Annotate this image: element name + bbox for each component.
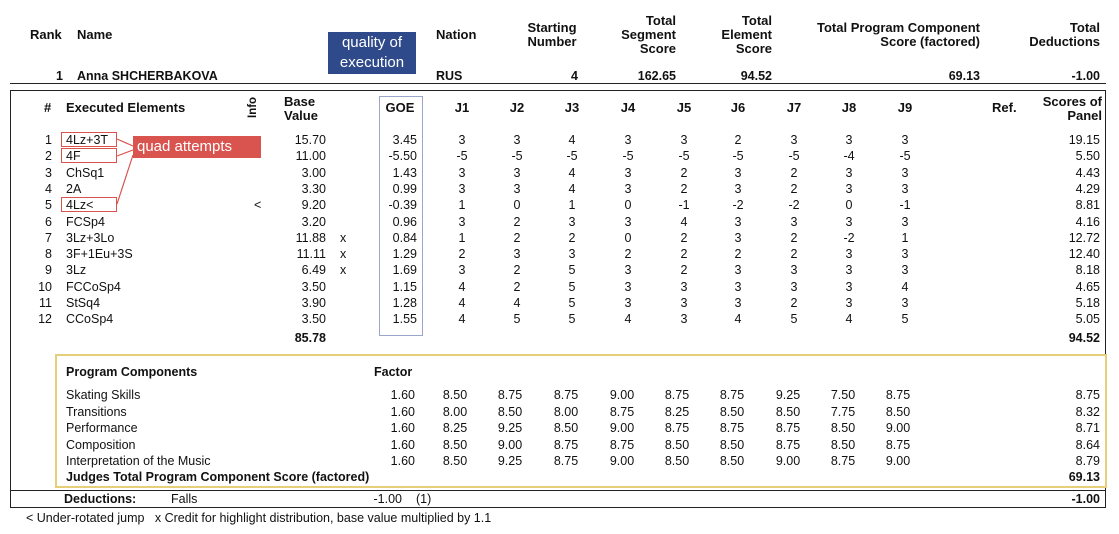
element-judge-9: 3 — [901, 133, 909, 147]
element-judge-9: 5 — [901, 312, 909, 327]
element-judge-6: 3 — [734, 279, 742, 294]
element-judge-2: 2 — [513, 214, 521, 229]
element-base-value: 3.30 — [301, 181, 326, 196]
element-judge-1: 4 — [458, 279, 466, 294]
pcs-judge-2: 9.25 — [497, 454, 523, 468]
element-judge-6: 3 — [734, 181, 742, 196]
element-judge-3: 5 — [568, 263, 576, 278]
header-total-deductions: Total Deductions — [1029, 20, 1100, 49]
element-num: 4 — [45, 181, 52, 196]
element-base-value: 3.20 — [301, 214, 326, 229]
element-num: 11 — [39, 296, 52, 310]
element-judge-7: 2 — [790, 230, 798, 245]
element-x-credit: x — [340, 230, 347, 245]
pcs-judge-1: 8.50 — [442, 388, 468, 402]
element-judge-6: 3 — [734, 165, 742, 180]
element-goe: -0.39 — [388, 198, 417, 213]
pcs-judge-3: 8.00 — [553, 404, 579, 419]
element-judge-5: 2 — [680, 181, 688, 196]
pcs-total: 69.13 — [1068, 470, 1100, 484]
element-judge-7: 3 — [790, 263, 798, 278]
pcs-judge-9: 8.50 — [885, 404, 911, 419]
element-judge-8: 3 — [845, 181, 853, 196]
element-judge-9: 4 — [901, 279, 909, 294]
element-judge-9: 3 — [901, 165, 909, 180]
element-judge-6: 2 — [734, 133, 742, 147]
element-judge-5: 3 — [680, 279, 688, 294]
element-num: 1 — [45, 133, 52, 147]
element-num: 8 — [45, 247, 52, 262]
element-panel-score: 12.72 — [1068, 230, 1100, 245]
element-base-value: 11.11 — [296, 247, 326, 262]
pcs-judge-8: 8.50 — [830, 421, 856, 435]
element-judge-2: 2 — [513, 230, 521, 245]
element-judge-2: 0 — [513, 198, 521, 213]
pcs-judge-1: 8.00 — [442, 404, 468, 419]
pcs-judge-7: 9.00 — [775, 454, 801, 468]
element-judge-4: 3 — [624, 279, 632, 294]
element-goe: 1.15 — [392, 279, 417, 294]
element-panel-score: 4.43 — [1075, 165, 1100, 180]
element-goe: -5.50 — [388, 149, 417, 164]
element-x-credit: x — [340, 247, 347, 262]
element-judge-2: 3 — [513, 247, 521, 262]
deductions-label: Deductions: — [64, 492, 137, 506]
element-num: 9 — [45, 263, 52, 278]
element-panel-score: 12.40 — [1068, 247, 1100, 262]
pcs-factor: 1.60 — [390, 421, 415, 435]
element-judge-7: 2 — [790, 296, 798, 310]
col-scores-of-panel: Scores of Panel — [1042, 94, 1102, 123]
judge-header-9: J9 — [897, 100, 913, 115]
element-judge-2: 5 — [513, 312, 521, 327]
element-judge-1: 3 — [458, 133, 466, 147]
element-judge-6: 3 — [734, 230, 742, 245]
element-goe: 3.45 — [392, 133, 417, 147]
element-judge-6: 3 — [734, 296, 742, 310]
pcs-judge-8: 7.75 — [830, 404, 856, 419]
element-panel-score: 8.81 — [1075, 198, 1100, 213]
element-num: 12 — [38, 312, 52, 327]
pcs-judge-3: 8.75 — [553, 437, 579, 452]
element-judge-1: 3 — [458, 214, 466, 229]
pcs-judge-7: 9.25 — [775, 388, 801, 402]
element-judge-7: -5 — [788, 149, 800, 164]
quad-callout: quad attempts — [133, 136, 261, 158]
pcs-judge-2: 8.75 — [497, 388, 523, 402]
element-num: 5 — [45, 198, 52, 213]
element-judge-6: 3 — [734, 214, 742, 229]
element-judge-1: 3 — [458, 181, 466, 196]
element-judge-8: 3 — [845, 133, 853, 147]
element-judge-4: 0 — [624, 198, 632, 213]
element-code: 4Lz+3T — [66, 133, 109, 147]
pcs-component-name: Composition — [66, 437, 136, 452]
element-goe: 1.43 — [392, 165, 417, 180]
element-judge-3: 3 — [568, 214, 576, 229]
skater-rank: 1 — [56, 69, 63, 83]
deductions-count: (1) — [416, 492, 432, 506]
element-judge-5: 2 — [680, 247, 688, 262]
pcs-judge-9: 9.00 — [885, 454, 911, 468]
base-value-total: 85.78 — [294, 331, 326, 345]
element-panel-score: 5.05 — [1075, 312, 1100, 327]
pcs-judge-8: 8.50 — [830, 437, 856, 452]
header-name: Name — [77, 27, 113, 42]
element-judge-7: -2 — [788, 198, 800, 213]
element-judge-5: 3 — [680, 312, 688, 327]
pcs-judge-7: 8.50 — [775, 404, 801, 419]
element-judge-3: 2 — [568, 230, 576, 245]
pcs-factor-label: Factor — [374, 365, 413, 379]
pcs-score: 8.71 — [1075, 421, 1100, 435]
element-judge-4: 3 — [624, 181, 632, 196]
element-judge-3: 5 — [568, 279, 576, 294]
pcs-component-name: Interpretation of the Music — [66, 454, 211, 468]
element-num: 7 — [45, 230, 52, 245]
pcs-score: 8.79 — [1075, 454, 1100, 468]
element-judge-4: 3 — [624, 296, 632, 310]
col-goe: GOE — [385, 100, 415, 115]
pcs-judge-4: 8.75 — [609, 437, 635, 452]
element-code: StSq4 — [66, 296, 101, 310]
element-goe: 1.69 — [392, 263, 417, 278]
element-code: FCSp4 — [66, 214, 105, 229]
element-judge-8: 3 — [845, 165, 853, 180]
element-judge-2: 2 — [513, 263, 521, 278]
skater-starting-number: 4 — [571, 69, 578, 83]
element-panel-score: 8.18 — [1075, 263, 1100, 278]
pcs-factor: 1.60 — [390, 404, 415, 419]
element-judge-8: -4 — [843, 149, 855, 164]
element-num: 3 — [45, 165, 52, 180]
element-judge-2: -5 — [511, 149, 523, 164]
element-num: 2 — [45, 149, 52, 164]
element-judge-4: 3 — [624, 133, 632, 147]
element-panel-score: 5.50 — [1075, 149, 1100, 164]
pcs-judge-4: 8.75 — [609, 404, 635, 419]
deductions-total: -1.00 — [1071, 492, 1100, 506]
header-total-pcs: Total Program Component Score (factored) — [817, 20, 980, 49]
pcs-judge-5: 8.75 — [664, 388, 690, 402]
element-judge-4: -5 — [622, 149, 634, 164]
judge-header-5: J5 — [676, 100, 692, 115]
element-judge-3: -5 — [566, 149, 578, 164]
skater-name: Anna SHCHERBAKOVA — [77, 69, 218, 83]
element-goe: 0.84 — [392, 230, 417, 245]
element-code: 2A — [66, 181, 82, 196]
pcs-judge-9: 8.75 — [885, 388, 911, 402]
element-judge-3: 4 — [568, 133, 576, 147]
element-judge-9: -1 — [899, 198, 911, 213]
element-base-value: 11.00 — [295, 149, 326, 164]
panel-score-total: 94.52 — [1068, 331, 1100, 345]
skater-pcs: 69.13 — [948, 69, 980, 83]
pcs-judge-6: 8.75 — [719, 421, 745, 435]
pcs-title: Program Components — [66, 365, 198, 379]
pcs-judge-9: 8.75 — [885, 437, 911, 452]
element-code: 3Lz — [66, 263, 87, 278]
element-judge-1: -5 — [456, 149, 468, 164]
element-judge-7: 2 — [790, 165, 798, 180]
element-code: CCoSp4 — [66, 312, 114, 327]
element-base-value: 3.90 — [301, 296, 326, 310]
element-judge-9: 1 — [901, 230, 909, 245]
element-judge-5: 2 — [680, 230, 688, 245]
element-judge-8: 3 — [845, 279, 853, 294]
judge-header-4: J4 — [620, 100, 636, 115]
pcs-score: 8.75 — [1075, 388, 1100, 402]
pcs-judge-6: 8.50 — [719, 454, 745, 468]
col-num: # — [44, 100, 52, 115]
element-num: 6 — [45, 214, 52, 229]
element-panel-score: 19.15 — [1068, 133, 1100, 147]
pcs-judge-4: 9.00 — [609, 454, 635, 468]
header-total-segment-score: Total Segment Score — [621, 13, 676, 56]
element-judge-8: -2 — [843, 230, 855, 245]
pcs-judge-2: 8.50 — [497, 404, 523, 419]
judge-header-6: J6 — [730, 100, 746, 115]
pcs-judge-5: 8.75 — [664, 421, 690, 435]
col-ref: Ref. — [992, 100, 1017, 115]
col-base-value: Base Value — [284, 94, 318, 123]
skater-nation: RUS — [436, 69, 463, 83]
element-judge-6: 3 — [734, 263, 742, 278]
skater-deductions: -1.00 — [1071, 69, 1100, 83]
pcs-judge-3: 8.75 — [553, 454, 579, 468]
skater-tes: 94.52 — [740, 69, 772, 83]
element-judge-5: -5 — [678, 149, 690, 164]
element-panel-score: 4.65 — [1075, 279, 1100, 294]
element-judge-4: 4 — [624, 312, 632, 327]
pcs-total-label: Judges Total Program Component Score (factored) — [66, 470, 370, 484]
element-judge-8: 3 — [845, 214, 853, 229]
element-judge-4: 3 — [624, 263, 632, 278]
element-x-credit: x — [340, 263, 347, 278]
element-judge-3: 1 — [568, 198, 576, 213]
judge-header-1: J1 — [454, 100, 470, 115]
element-info: < — [254, 198, 262, 213]
element-judge-5: 2 — [680, 165, 688, 180]
element-judge-1: 3 — [458, 165, 466, 180]
col-executed-elements: Executed Elements — [66, 100, 186, 115]
element-judge-8: 3 — [845, 296, 853, 310]
pcs-score: 8.64 — [1075, 437, 1100, 452]
element-judge-4: 0 — [624, 230, 632, 245]
pcs-factor: 1.60 — [390, 388, 415, 402]
goe-callout: quality of execution — [328, 32, 416, 74]
element-judge-3: 4 — [568, 181, 576, 196]
header-rank: Rank — [30, 27, 62, 42]
pcs-judge-8: 8.75 — [830, 454, 856, 468]
element-judge-8: 3 — [845, 263, 853, 278]
element-judge-9: 3 — [901, 181, 909, 196]
element-judge-7: 3 — [790, 214, 798, 229]
element-base-value: 3.00 — [301, 165, 326, 180]
pcs-judge-6: 8.50 — [719, 437, 745, 452]
element-judge-5: 3 — [680, 296, 688, 310]
element-goe: 1.29 — [392, 247, 417, 262]
element-code: 3Lz+3Lo — [66, 230, 115, 245]
header-starting-number: Starting Number — [527, 20, 577, 49]
element-goe: 0.99 — [392, 181, 417, 196]
element-judge-1: 1 — [458, 230, 466, 245]
element-code: 4F — [66, 149, 81, 164]
element-judge-6: 4 — [734, 312, 742, 327]
element-goe: 1.55 — [392, 312, 417, 327]
element-judge-2: 3 — [513, 181, 521, 196]
deductions-type: Falls — [171, 492, 198, 506]
pcs-judge-5: 8.50 — [664, 437, 690, 452]
pcs-judge-4: 9.00 — [609, 388, 635, 402]
pcs-judge-1: 8.50 — [442, 437, 468, 452]
pcs-judge-1: 8.25 — [442, 421, 468, 435]
element-goe: 1.28 — [392, 296, 417, 310]
deductions-value: -1.00 — [373, 492, 402, 506]
element-judge-1: 2 — [458, 247, 466, 262]
pcs-judge-8: 7.50 — [830, 388, 856, 402]
element-judge-6: -5 — [732, 149, 744, 164]
pcs-judge-9: 9.00 — [885, 421, 911, 435]
pcs-component-name: Performance — [66, 421, 138, 435]
skater-tss: 162.65 — [637, 69, 676, 83]
element-base-value: 9.20 — [301, 198, 326, 213]
element-judge-2: 2 — [513, 279, 521, 294]
element-judge-9: -5 — [899, 149, 911, 164]
pcs-judge-7: 8.75 — [775, 437, 801, 452]
element-judge-9: 3 — [901, 214, 909, 229]
header-nation: Nation — [436, 27, 477, 42]
element-panel-score: 5.18 — [1075, 296, 1100, 310]
element-base-value: 15.70 — [294, 133, 326, 147]
pcs-judge-6: 8.75 — [719, 388, 745, 402]
element-judge-7: 3 — [790, 133, 798, 147]
element-goe: 0.96 — [392, 214, 417, 229]
element-judge-4: 2 — [624, 247, 632, 262]
pcs-judge-3: 8.50 — [553, 421, 579, 435]
judge-header-2: J2 — [509, 100, 525, 115]
element-judge-6: 2 — [734, 247, 742, 262]
element-judge-7: 5 — [790, 312, 798, 327]
element-base-value: 6.49 — [301, 263, 326, 278]
judge-header-7: J7 — [786, 100, 802, 115]
pcs-component-name: Transitions — [66, 404, 127, 419]
pcs-judge-2: 9.00 — [497, 437, 523, 452]
element-judge-6: -2 — [732, 198, 744, 213]
element-judge-3: 5 — [568, 296, 576, 310]
element-judge-3: 5 — [568, 312, 576, 327]
pcs-judge-4: 9.00 — [609, 421, 635, 435]
pcs-judge-6: 8.50 — [719, 404, 745, 419]
element-judge-8: 3 — [845, 247, 853, 262]
element-judge-3: 3 — [568, 247, 576, 262]
judge-header-8: J8 — [841, 100, 857, 115]
pcs-judge-5: 8.25 — [664, 404, 690, 419]
header-total-element-score: Total Element Score — [721, 13, 772, 56]
pcs-factor: 1.60 — [390, 454, 415, 468]
element-judge-9: 3 — [901, 296, 909, 310]
element-judge-3: 4 — [568, 165, 576, 180]
element-judge-8: 0 — [845, 198, 853, 213]
element-judge-5: 2 — [680, 263, 688, 278]
element-judge-2: 3 — [513, 165, 521, 180]
element-judge-1: 3 — [458, 263, 466, 278]
pcs-judge-5: 8.50 — [664, 454, 690, 468]
element-judge-9: 3 — [901, 247, 909, 262]
element-judge-4: 3 — [624, 214, 632, 229]
pcs-judge-2: 9.25 — [497, 421, 523, 435]
pcs-factor: 1.60 — [390, 437, 415, 452]
element-judge-5: -1 — [678, 198, 690, 213]
pcs-component-name: Skating Skills — [66, 388, 141, 402]
element-judge-2: 3 — [513, 133, 521, 147]
pcs-judge-1: 8.50 — [442, 454, 468, 468]
element-judge-4: 3 — [624, 165, 632, 180]
element-code: 4Lz< — [66, 198, 94, 213]
element-code: FCCoSp4 — [66, 279, 121, 294]
element-base-value: 11.88 — [295, 230, 326, 245]
element-num: 10 — [38, 279, 52, 294]
element-judge-1: 4 — [458, 312, 466, 327]
element-base-value: 3.50 — [301, 312, 326, 327]
judge-header-3: J3 — [564, 100, 580, 115]
col-info: Info — [247, 96, 259, 118]
element-code: ChSq1 — [66, 165, 105, 180]
element-judge-7: 2 — [790, 247, 798, 262]
element-judge-8: 4 — [845, 312, 853, 327]
element-panel-score: 4.16 — [1075, 214, 1100, 229]
element-panel-score: 4.29 — [1075, 181, 1100, 196]
element-judge-2: 4 — [513, 296, 521, 310]
footnote: < Under-rotated jump x Credit for highlight distribution, base value multiplied by 1.1 — [26, 511, 492, 525]
element-code: 3F+1Eu+3S — [66, 247, 133, 262]
element-judge-5: 3 — [680, 133, 688, 147]
element-judge-9: 3 — [901, 263, 909, 278]
element-judge-5: 4 — [680, 214, 688, 229]
element-base-value: 3.50 — [301, 279, 326, 294]
pcs-judge-3: 8.75 — [553, 388, 579, 402]
pcs-score: 8.32 — [1075, 404, 1100, 419]
pcs-judge-7: 8.75 — [775, 421, 801, 435]
element-judge-7: 2 — [790, 181, 798, 196]
element-judge-1: 4 — [458, 296, 466, 310]
element-judge-1: 1 — [458, 198, 466, 213]
element-judge-7: 3 — [790, 279, 798, 294]
